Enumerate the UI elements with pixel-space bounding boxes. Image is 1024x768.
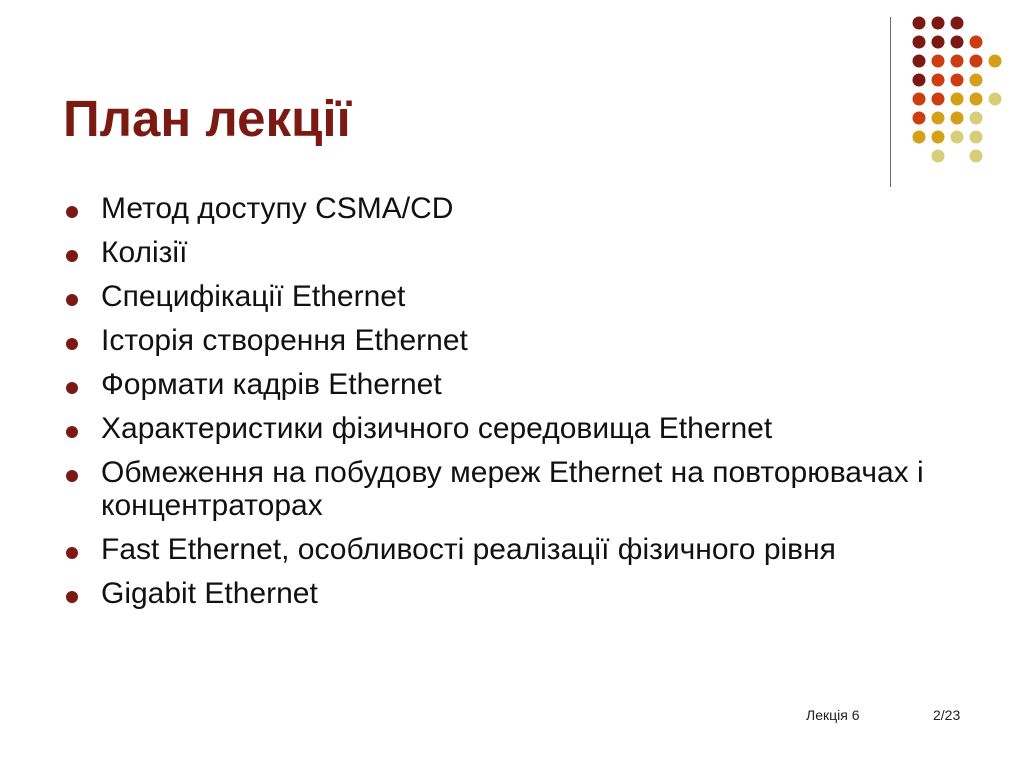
decorative-dot bbox=[932, 17, 945, 30]
bullet-item bbox=[62, 280, 962, 313]
decorative-dot bbox=[932, 36, 945, 49]
bullet-item bbox=[62, 192, 962, 225]
bullet-icon bbox=[66, 591, 78, 603]
decorative-dot bbox=[970, 112, 983, 125]
decorative-dot bbox=[913, 17, 926, 30]
decorative-dot bbox=[989, 93, 1002, 106]
bullet-icon bbox=[66, 547, 78, 559]
bullet-icon bbox=[66, 250, 78, 262]
bullet-text: Формати кадрів Ethernet bbox=[101, 368, 442, 401]
bullet-item bbox=[62, 456, 962, 522]
decorative-dot bbox=[970, 55, 983, 68]
decorative-dot bbox=[913, 74, 926, 87]
decorative-dot bbox=[932, 112, 945, 125]
bullet-icon bbox=[66, 382, 78, 394]
bullet-icon bbox=[66, 206, 78, 218]
footer-lecture-label: Лекція 6 bbox=[806, 707, 860, 723]
slide-title: План лекції bbox=[63, 90, 351, 147]
bullet-text: Метод доступу CSMA/CD bbox=[101, 192, 454, 225]
decorative-dot bbox=[932, 55, 945, 68]
bullet-item bbox=[62, 368, 962, 401]
decorative-dot bbox=[970, 93, 983, 106]
bullet-text: Gigabit Ethernet bbox=[101, 577, 318, 610]
decorative-dot bbox=[932, 150, 945, 163]
decorative-dot bbox=[970, 150, 983, 163]
decorative-dot bbox=[951, 131, 964, 144]
decorative-dot bbox=[913, 112, 926, 125]
bullet-text: Обмеження на побудову мереж Ethernet на повторювачах і концентраторах bbox=[101, 456, 924, 522]
decorative-dot bbox=[932, 74, 945, 87]
bullet-icon bbox=[66, 294, 78, 306]
decorative-dot bbox=[913, 131, 926, 144]
footer-page-number: 2/23 bbox=[933, 707, 961, 723]
decorative-dot bbox=[913, 55, 926, 68]
bullet-text: Характеристики фізичного середовища Ethernet bbox=[101, 412, 773, 445]
decorative-dot bbox=[970, 131, 983, 144]
decorative-dot bbox=[970, 74, 983, 87]
decorative-dot bbox=[970, 36, 983, 49]
bullet-text: Історія створення Ethernet bbox=[101, 324, 468, 357]
decorative-dot bbox=[989, 55, 1002, 68]
bullet-icon bbox=[66, 470, 78, 482]
decorative-dot bbox=[951, 17, 964, 30]
bullet-list bbox=[62, 192, 962, 621]
bullet-text: Специфікації Ethernet bbox=[101, 280, 406, 313]
decorative-dot bbox=[951, 74, 964, 87]
decorative-dot bbox=[951, 55, 964, 68]
decorative-dot bbox=[913, 36, 926, 49]
decorative-dot bbox=[951, 36, 964, 49]
bullet-item bbox=[62, 324, 962, 357]
decorative-dot bbox=[932, 93, 945, 106]
bullet-item bbox=[62, 412, 962, 445]
decorative-dot bbox=[951, 112, 964, 125]
bullet-item bbox=[62, 577, 962, 610]
bullet-item bbox=[62, 236, 962, 269]
bullet-text: Колізії bbox=[101, 236, 188, 269]
bullet-icon bbox=[66, 338, 78, 350]
title-divider-line bbox=[890, 17, 891, 187]
bullet-icon bbox=[66, 426, 78, 438]
decorative-dot bbox=[913, 93, 926, 106]
bullet-item bbox=[62, 533, 962, 566]
decorative-dot bbox=[932, 131, 945, 144]
decorative-dot bbox=[951, 93, 964, 106]
bullet-text: Fast Ethernet, особливості реалізації фізичного рівня bbox=[101, 533, 836, 566]
